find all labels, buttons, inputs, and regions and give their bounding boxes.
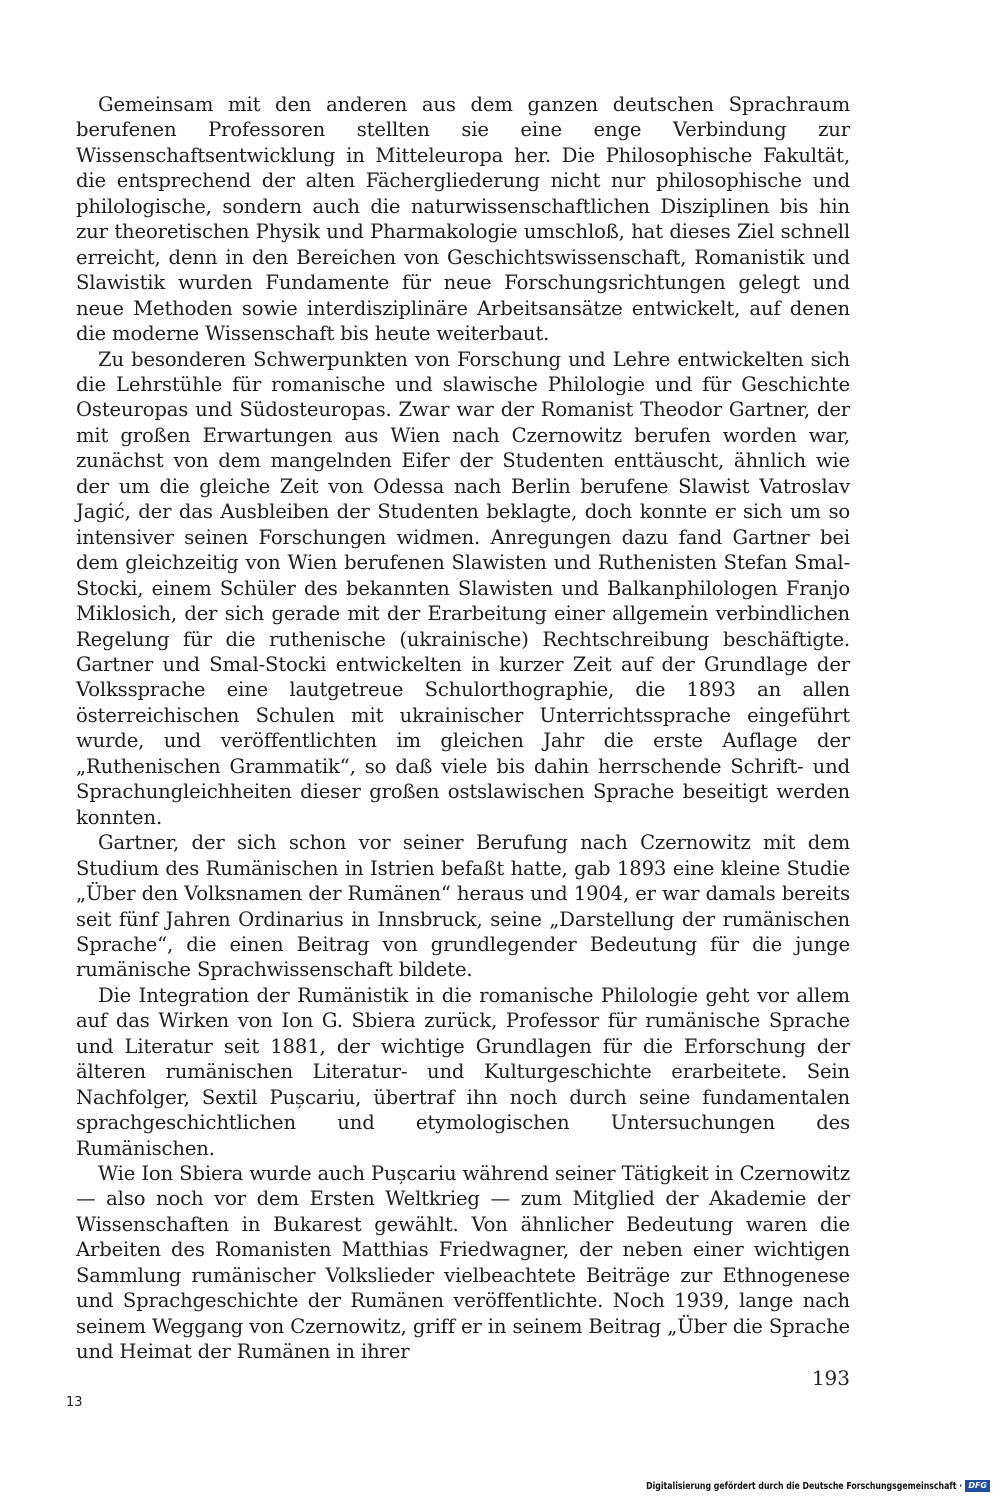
digitization-credit: [557, 1480, 990, 1492]
paragraph-4: Die Integration der Rumänistik in die romanische Philologie geht vor allem auf das Wirken von Ion G. Sbiera zurück, Professor für rumänische Sprache und Literatur seit 1881, der wichtige Grundlagen für die Erforschung der älteren rumänischen Literatur- und Kulturgeschichte erarbeitete. Sein Nachfolger, Sextil Pușcariu, übertraf ihn noch durch seine fundamentalen sprachgeschichtlichen und etymologischen Untersuchungen des Rumänischen.: [76, 983, 850, 1160]
paragraph-5: Wie Ion Sbiera wurde auch Pușcariu während seiner Tätigkeit in Czernowitz — also noch vor dem Ersten Weltkrieg — zum Mitglied der Akademie der Wissenschaften in Bukarest gewählt. Von ähnlicher Bedeutung waren die Arbeiten des Romanisten Matthias Friedwagner, der neben einer wichtigen Sammlung rumänischer Volkslieder vielbeachtete Beiträge zur Ethnogenese und Sprachgeschichte der Rumänen veröffentlichte. Noch 1939, lange nach seinem Weggang von Czernowitz, griff er in seinem Beitrag „Über die Sprache und Heimat der Rumänen in ihrer: [76, 1162, 850, 1364]
body-text: [76, 92, 850, 1365]
digitization-credit-text: Digitalisierung gefördert durch die Deutsche Forschungsgemeinschaft ·: [646, 1480, 963, 1492]
page-number: 193: [811, 1366, 850, 1390]
sheet-signature-number: 13: [66, 1395, 83, 1410]
paragraph-1: Gemeinsam mit den anderen aus dem ganzen deutschen Sprachraum berufenen Professoren stellten sie eine enge Verbindung zur Wissenschaftsentwicklung in Mitteleuropa her. Die Philosophische Fakultät, die entsprechend der alten Fächergliederung nicht nur philosophische und philologische, sondern auch die naturwissenschaftlichen Disziplinen bis hin zur theoretischen Physik und Pharmakologie umschloß, hat dieses Ziel schnell erreicht, denn in den Bereichen von Geschichtswissenschaft, Romanistik und Slawistik wurden Fundamente für neue Forschungsrichtungen gelegt und neue Methoden sowie interdisziplinäre Arbeitsansätze entwickelt, auf denen die moderne Wissenschaft bis heute weiterbaut.: [76, 93, 850, 346]
dfg-logo-icon: DFG: [965, 1480, 990, 1492]
paragraph-2: Zu besonderen Schwerpunkten von Forschung und Lehre entwickelten sich die Lehrstühle für romanische und slawische Philologie und für Geschichte Osteuropas und Südosteuropas. Zwar war der Romanist Theodor Gartner, der mit großen Erwartungen aus Wien nach Czernowitz berufen worden war, zunächst von dem mangelnden Eifer der Studenten enttäuscht, ähnlich wie der um die gleiche Zeit von Odessa nach Berlin berufene Slawist Vatroslav Jagić, der das Ausbleiben der Studenten beklagte, doch konnte er sich um so intensiver seinen Forschungen widmen. Anregungen dazu fand Gartner bei dem gleichzeitig von Wien berufenen Slawisten und Ruthenisten Stefan Smal-Stocki, einem Schüler des bekannten Slawisten und Balkanphilologen Franjo Miklosich, der sich gerade mit der Erarbeitung einer allgemein verbindlichen Regelung für die ruthenische (ukrainische) Rechtschreibung beschäftigte. Gartner und Smal-Stocki entwickelten in kurzer Zeit auf der Grundlage der Volkssprache eine lautgetreue Schulorthographie, die 1893 an allen österreichischen Schulen mit ukrainischer Unterrichtssprache eingeführt wurde, und veröffentlichten im gleichen Jahr die erste Auflage der „Ruthenischen Grammatik“, so daß viele bis dahin herrschende Schrift- und Sprachungleichheiten dieser großen ostslawischen Sprache beseitigt werden konnten.: [76, 347, 850, 829]
paragraph-3: Gartner, der sich schon vor seiner Berufung nach Czernowitz mit dem Studium des Rumänischen in Istrien befaßt hatte, gab 1893 eine kleine Studie „Über den Volksnamen der Rumänen“ heraus und 1904, er war damals bereits seit fünf Jahren Ordinarius in Innsbruck, seine „Darstellung der rumänischen Sprache“, die einen Beitrag von grundlegender Bedeutung für die junge rumänische Sprachwissenschaft bildete.: [76, 831, 850, 982]
